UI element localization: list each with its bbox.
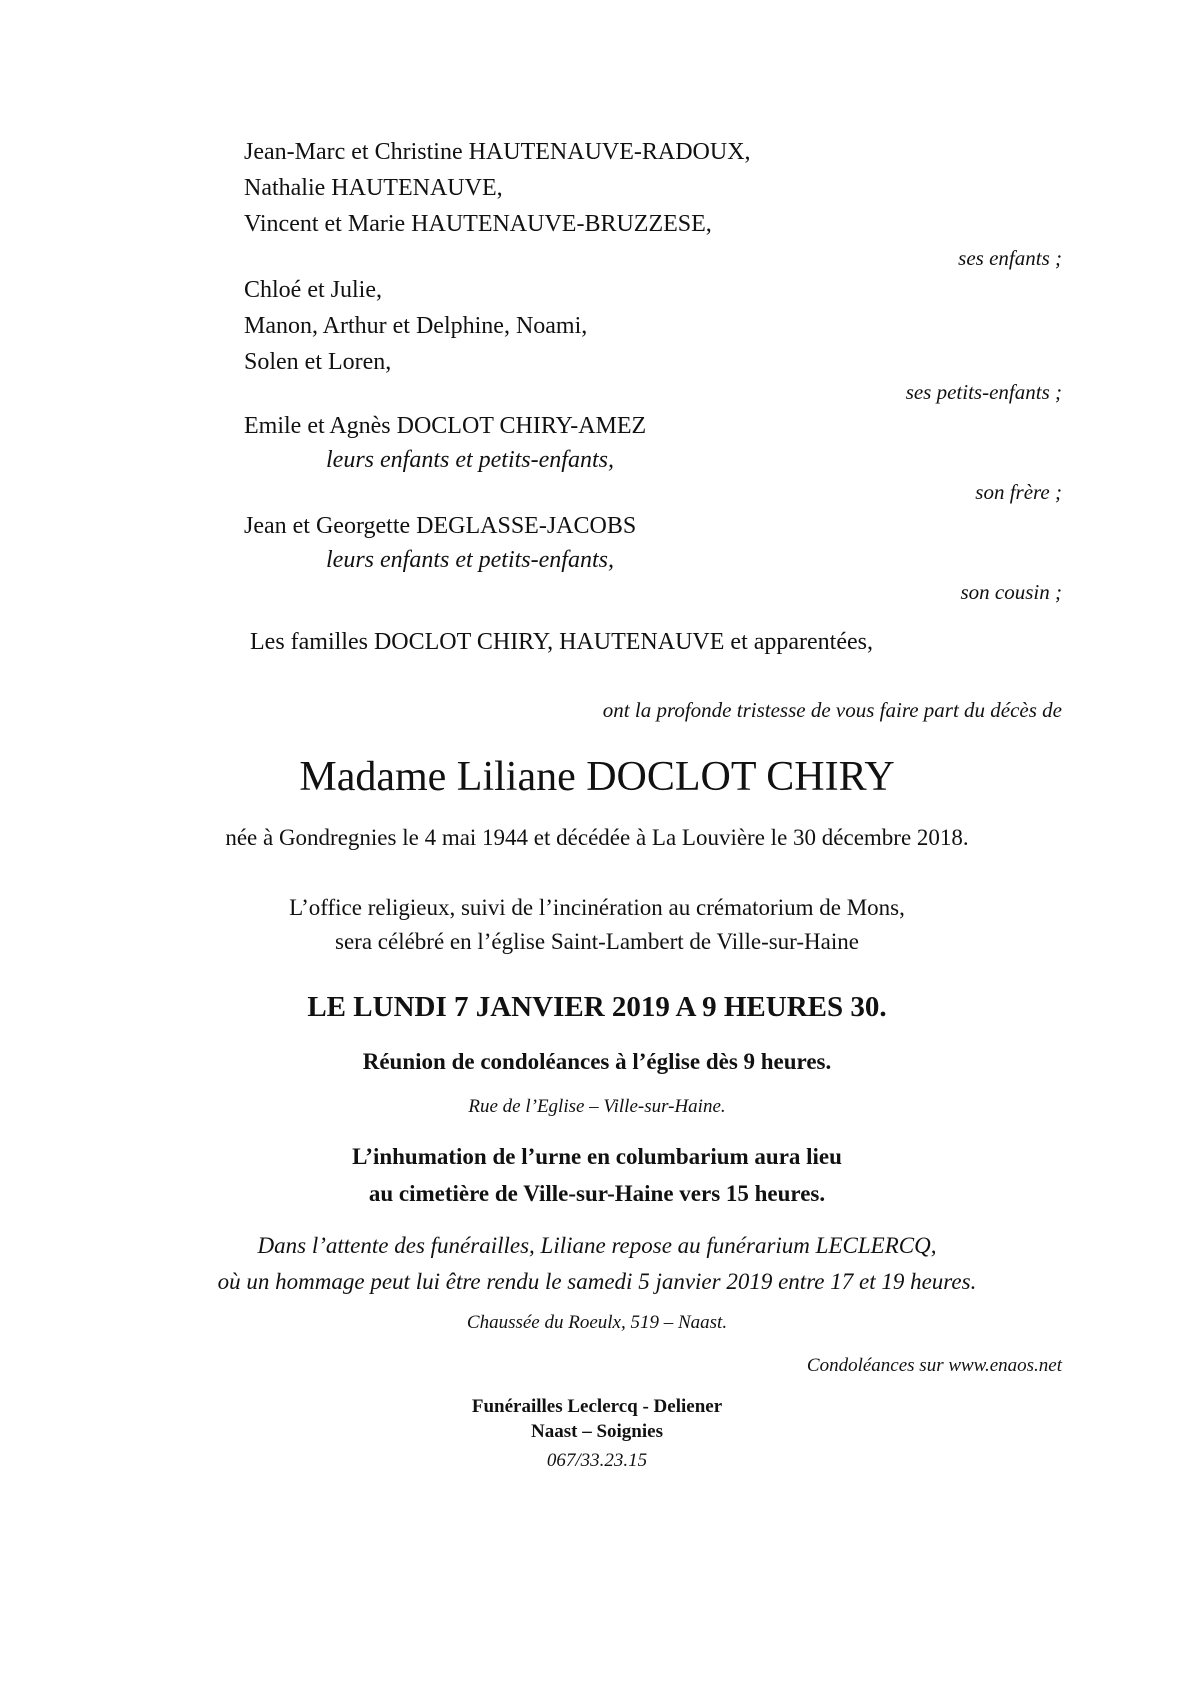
funeral-home-locations: Naast – Soignies xyxy=(531,1421,663,1442)
funeral-home-name: Funérailles Leclercq - Deliener xyxy=(471,1396,723,1417)
announcement-line: ont la profonde tristesse de vous faire part du décès de xyxy=(602,698,1062,722)
relation-label-children: ses enfants ; xyxy=(958,246,1062,270)
birth-death-dates: née à Gondregnies le 4 mai 1944 et décédée à La Louvière le 30 décembre 2018. xyxy=(225,825,969,850)
relation-label-grandchildren: ses petits-enfants ; xyxy=(905,380,1062,404)
grandchild-name: Manon, Arthur et Delphine, Noami, xyxy=(244,313,588,339)
burial-line: L’inhumation de l’urne en columbarium aura lieu xyxy=(352,1144,842,1169)
brother-descendants: leurs enfants et petits-enfants, xyxy=(326,447,614,473)
grandchild-name: Solen et Loren, xyxy=(244,349,392,375)
families-line: Les familles DOCLOT CHIRY, HAUTENAUVE et apparentées, xyxy=(250,629,873,655)
funerarium-address: Chaussée du Roeulx, 519 – Naast. xyxy=(466,1312,728,1333)
burial-line: au cimetière de Ville-sur-Haine vers 15 heures. xyxy=(368,1181,826,1206)
ceremony-line: L’office religieux, suivi de l’incinération au crématorium de Mons, xyxy=(289,895,905,920)
ceremony-datetime: LE LUNDI 7 JANVIER 2019 A 9 HEURES 30. xyxy=(307,991,887,1023)
online-condolences-link[interactable]: Condoléances sur www.enaos.net xyxy=(806,1355,1062,1376)
relation-label-cousin: son cousin ; xyxy=(960,580,1062,604)
church-address: Rue de l’Eglise – Ville-sur-Haine. xyxy=(468,1096,726,1117)
relation-label-brother: son frère ; xyxy=(975,480,1062,504)
brother-name: Emile et Agnès DOCLOT CHIRY-AMEZ xyxy=(244,413,647,439)
condolences-meeting: Réunion de condoléances à l’église dès 9 heures. xyxy=(362,1049,832,1074)
child-name: Vincent et Marie HAUTENAUVE-BRUZZESE, xyxy=(244,211,712,237)
child-name: Jean-Marc et Christine HAUTENAUVE-RADOUX, xyxy=(244,139,751,165)
funerarium-line: Dans l’attente des funérailles, Liliane repose au funérarium LECLERCQ, xyxy=(257,1233,937,1258)
grandchild-name: Chloé et Julie, xyxy=(244,277,382,303)
cousin-descendants: leurs enfants et petits-enfants, xyxy=(326,547,614,573)
deceased-name: Madame Liliane DOCLOT CHIRY xyxy=(299,754,895,800)
funerarium-line: où un hommage peut lui être rendu le samedi 5 janvier 2019 entre 17 et 19 heures. xyxy=(217,1269,977,1294)
ceremony-line: sera célébré en l’église Saint-Lambert de Ville-sur-Haine xyxy=(335,929,859,954)
child-name: Nathalie HAUTENAUVE, xyxy=(244,175,503,201)
cousin-name: Jean et Georgette DEGLASSE-JACOBS xyxy=(244,513,637,539)
funeral-home-phone: 067/33.23.15 xyxy=(546,1450,648,1471)
